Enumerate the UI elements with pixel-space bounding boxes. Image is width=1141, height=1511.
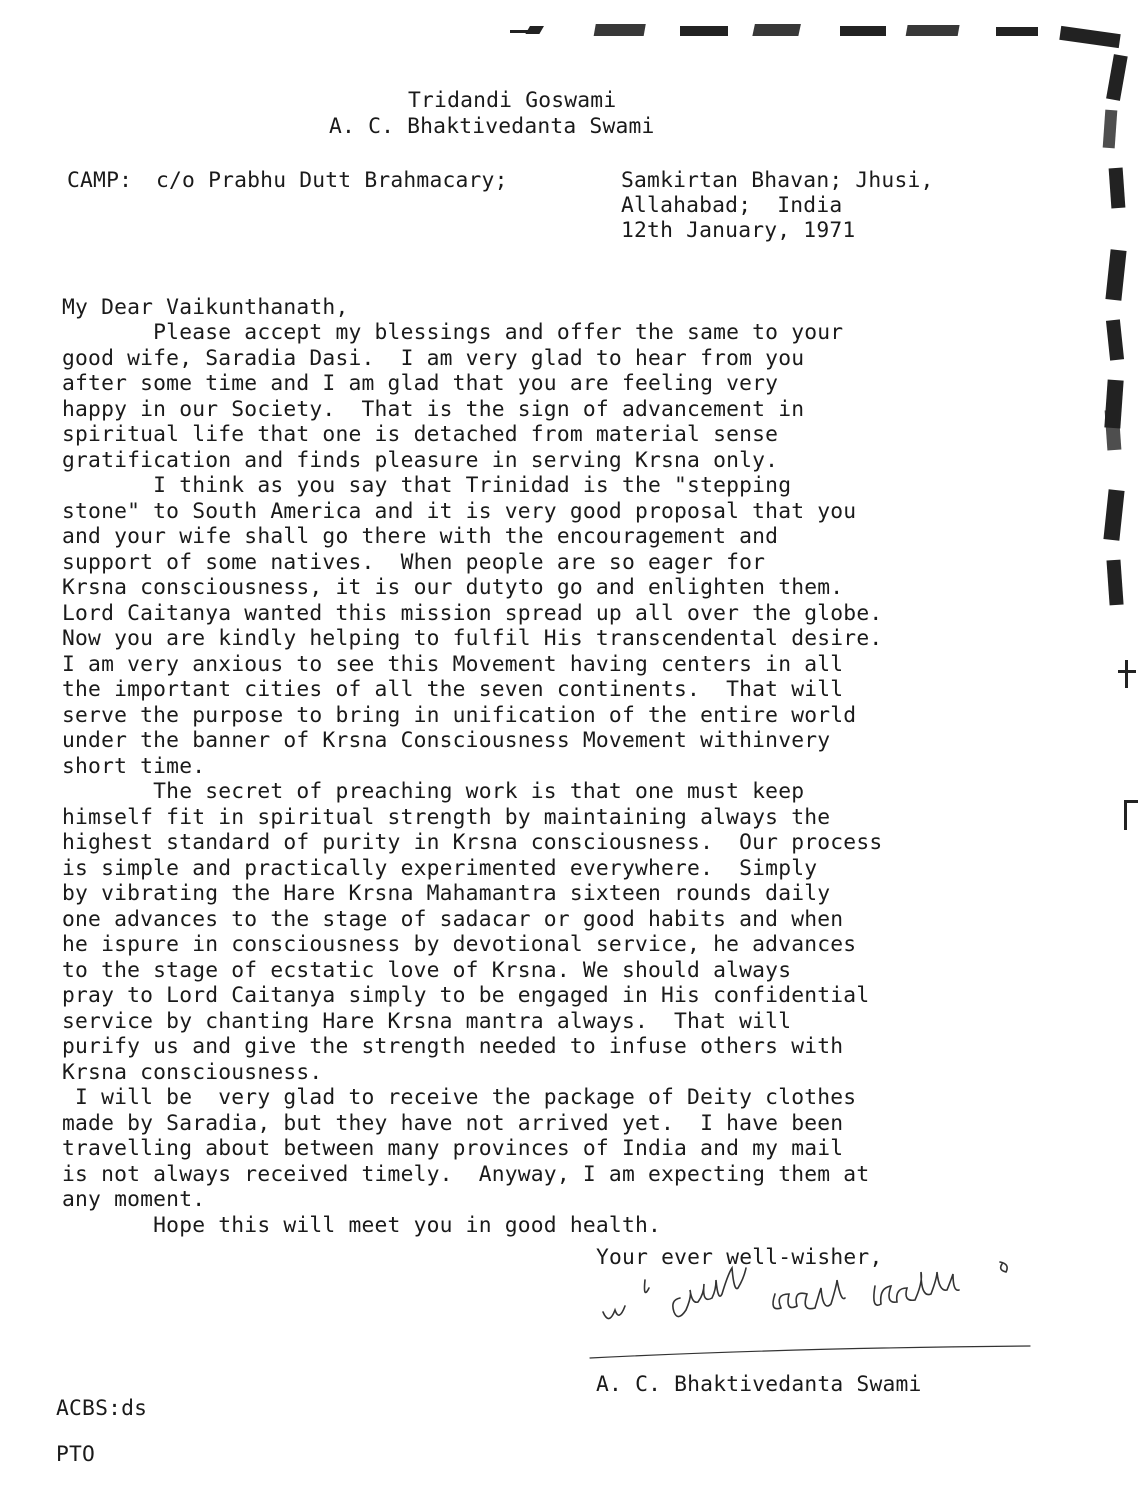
body-line: any moment. [62, 1187, 206, 1212]
body-line: pray to Lord Caitanya simply to be engaged in His confidential [62, 983, 870, 1008]
body-line: I will be very glad to receive the package of Deity clothes [62, 1085, 857, 1110]
body-line: is not always received timely. Anyway, I am expecting them at [62, 1161, 870, 1187]
border-stripe [510, 30, 528, 33]
body-line: good wife, Saradia Dasi. I am very glad to hear from you [62, 345, 805, 371]
letter-date: 12th January, 1971 [621, 218, 856, 243]
please-turn-over: PTO [56, 1442, 96, 1467]
body-line: the important cities of all the seven continents. That will [62, 677, 844, 702]
body-line: short time. [62, 753, 206, 779]
body-line: and your wife shall go there with the encouragement and [62, 524, 779, 549]
body-line: serve the purpose to bring in unification of the entire world [62, 702, 857, 728]
body-line: happy in our Society. That is the sign of advancement in [62, 396, 805, 422]
salutation: My Dear Vaikunthanath, [62, 295, 349, 320]
body-line: purify us and give the strength needed to infuse others with [62, 1034, 844, 1059]
reference-initials: ACBS:ds [56, 1396, 148, 1421]
body-line: travelling about between many provinces of India and my mail [62, 1136, 844, 1161]
body-line: himself fit in spiritual strength by maintaining always the [62, 804, 831, 830]
body-line: Please accept my blessings and offer the same to your [62, 320, 844, 345]
body-line: to the stage of ecstatic love of Krsna. We should always [62, 957, 792, 983]
body-line: gratification and finds pleasure in serving Krsna only. [62, 447, 779, 473]
camp-label: CAMP: [67, 168, 133, 193]
body-line: I think as you say that Trinidad is the "stepping [62, 473, 792, 498]
body-line: highest standard of purity in Krsna consciousness. Our process [62, 830, 883, 855]
signatory-name: A. C. Bhaktivedanta Swami [596, 1372, 922, 1397]
handwritten-signature [585, 1260, 1085, 1370]
body-line: one advances to the stage of sadacar or good habits and when [62, 906, 844, 932]
body-line: Hope this will meet you in good health. [62, 1212, 662, 1238]
body-line: Now you are kindly helping to fulfil His transcendental desire. [62, 626, 883, 651]
body-line: stone" to South America and it is very good proposal that you [62, 498, 857, 524]
body-line: spiritual life that one is detached from material sense [62, 422, 779, 447]
body-line: made by Saradia, but they have not arrived yet. I have been [62, 1110, 844, 1136]
camp-address-right-2: Allahabad; India [621, 193, 843, 218]
camp-address-right-1: Samkirtan Bhavan; Jhusi, [621, 168, 934, 193]
body-line: after some time and I am glad that you are feeling very [62, 371, 779, 396]
body-line: I am very anxious to see this Movement having centers in all [62, 651, 844, 677]
body-line: under the banner of Krsna Consciousness Movement withinvery [62, 728, 831, 753]
body-line: Lord Caitanya wanted this mission spread up all over the globe. [62, 600, 883, 626]
camp-address-left: c/o Prabhu Dutt Brahmacary; [156, 168, 508, 193]
body-line: he ispure in consciousness by devotional service, he advances [62, 932, 857, 957]
letterhead-name-line-2: A. C. Bhaktivedanta Swami [329, 114, 655, 139]
body-line: service by chanting Hare Krsna mantra always. That will [62, 1008, 792, 1034]
body-line: Krsna consciousness, it is our dutyto go and enlighten them. [62, 575, 844, 600]
body-line: Krsna consciousness. [62, 1059, 323, 1085]
body-line: is simple and practically experimented everywhere. Simply [62, 855, 818, 881]
body-line: support of some natives. When people are so eager for [62, 549, 766, 575]
letterhead-name-line-1: Tridandi Goswami [408, 88, 617, 113]
body-line: The secret of preaching work is that one must keep [62, 779, 805, 804]
closing: Your ever well-wisher, [596, 1245, 883, 1270]
body-line: by vibrating the Hare Krsna Mahamantra sixteen rounds daily [62, 881, 831, 906]
